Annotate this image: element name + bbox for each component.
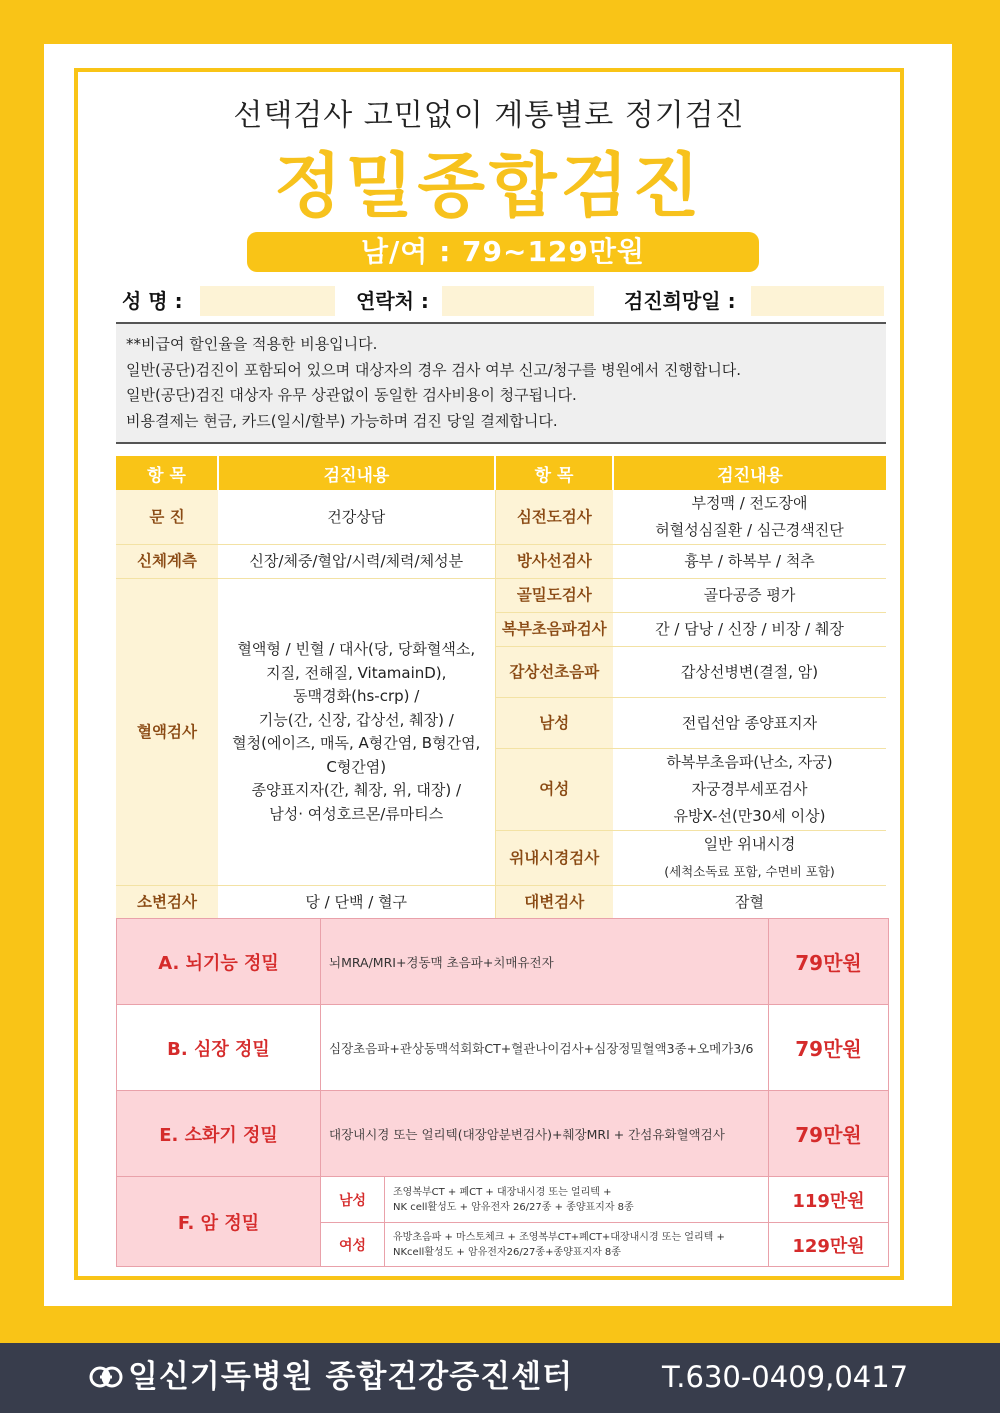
applicant-form <box>116 284 886 318</box>
item-content-line: 동맥경화(hs-crp) / <box>293 687 420 705</box>
item-category: 방사선검사 <box>495 545 613 579</box>
table-row <box>116 545 886 579</box>
date-field[interactable] <box>751 286 884 316</box>
package-table <box>116 918 889 1267</box>
item-category: 위내시경검사 <box>495 831 613 886</box>
package-description <box>385 1177 769 1223</box>
column-header: 항 목 <box>495 456 613 490</box>
item-content-line: 하복부초음파(난소, 자궁) <box>666 753 833 771</box>
item-content: 신장/체중/혈압/시력/체력/체성분 <box>218 545 495 579</box>
exam-items-table <box>116 456 886 920</box>
package-price: 119만원 <box>769 1177 889 1223</box>
item-content-line: 혈액형 / 빈혈 / 대사(당, 당화혈색소, <box>237 640 476 658</box>
item-content: 골다공증 평가 <box>613 579 886 613</box>
item-content <box>218 579 495 886</box>
item-content: 흉부 / 하복부 / 척추 <box>613 545 886 579</box>
item-content-line: (세척소독료 포함, 수면비 포함) <box>664 864 835 879</box>
item-content-line: 부정맥 / 전도장애 <box>691 494 808 512</box>
table-header-row <box>116 456 886 490</box>
date-label: 검진희망일 : <box>624 289 736 313</box>
item-category: 대변검사 <box>495 886 613 920</box>
notice-line: 비용결제는 현금, 카드(일시/할부) 가능하며 검진 당일 결제합니다. <box>126 411 558 430</box>
notice-line: 일반(공단)검진 대상자 유무 상관없이 동일한 검사비용이 청구됩니다. <box>126 386 577 404</box>
item-category: 갑상선초음파 <box>495 647 613 698</box>
subtitle: 선택검사 고민없이 계통별로 정기검진 <box>233 98 745 133</box>
item-content: 당 / 단백 / 혈구 <box>218 886 495 920</box>
notice-box <box>116 322 886 444</box>
package-description: 심장초음파+관상동맥석회화CT+혈관나이검사+심장정밀혈액3종+오메가3/6 <box>321 1005 769 1091</box>
item-content-line: 허혈성심질환 / 심근경색진단 <box>655 521 844 539</box>
item-content-line: 종양표지자(간, 췌장, 위, 대장) / <box>251 781 462 799</box>
package-description-line: NKcell활성도 + 암유전자26/27종+종양표지자 8종 <box>393 1246 621 1258</box>
table-row <box>116 579 886 613</box>
package-description: 대장내시경 또는 얼리텍(대장암분변검사)+췌장MRI + 간섬유화혈액검사 <box>321 1091 769 1177</box>
package-name: B. 심장 정밀 <box>117 1005 321 1091</box>
item-content: 간 / 담낭 / 신장 / 비장 / 췌장 <box>613 613 886 647</box>
hospital-logo-icon <box>88 1359 124 1395</box>
notice-line: **비급여 할인율을 적용한 비용입니다. <box>126 335 378 353</box>
package-name: A. 뇌기능 정밀 <box>117 919 321 1005</box>
column-header: 검진내용 <box>613 456 886 490</box>
item-content-line: 자궁경부세포검사 <box>691 780 808 798</box>
package-price: 79만원 <box>769 919 889 1005</box>
name-field[interactable] <box>200 286 335 316</box>
contact-field[interactable] <box>442 286 594 316</box>
table-row <box>116 490 886 545</box>
package-name: F. 암 정밀 <box>117 1177 321 1267</box>
package-description-line: 유방초음파 + 마스토체크 + 조영복부CT+폐CT+대장내시경 또는 얼리텍 + <box>393 1231 725 1243</box>
package-description: 뇌MRA/MRI+경동맥 초음파+치매유전자 <box>321 919 769 1005</box>
item-content-line: 남성· 여성호르몬/류마티스 <box>269 804 444 823</box>
page-title: 정밀종합검진 <box>274 145 704 227</box>
package-description-line: NK cell활성도 + 암유전자 26/27종 + 종양표지자 8종 <box>393 1201 634 1213</box>
package-description <box>385 1223 769 1267</box>
item-content-line: 일반 위내시경 <box>703 835 796 853</box>
hospital-name: 일신기독병원 종합건강증진센터 <box>128 1359 574 1395</box>
column-header: 항 목 <box>116 456 218 490</box>
item-content: 건강상담 <box>218 490 495 545</box>
item-category: 골밀도검사 <box>495 579 613 613</box>
gender-label-male: 남성 <box>321 1177 385 1223</box>
item-content: 잠혈 <box>613 886 886 920</box>
package-name: E. 소화기 정밀 <box>117 1091 321 1177</box>
notice-line: 일반(공단)검진이 포함되어 있으며 대상자의 경우 검사 여부 신고/청구를 병원에서 진행합니다. <box>126 360 742 379</box>
package-row <box>117 1091 889 1177</box>
price-banner: 남/여 : 79~129만원 <box>247 232 759 272</box>
item-category: 여성 <box>495 749 613 831</box>
package-price: 129만원 <box>769 1223 889 1267</box>
item-content-line: C형간염) <box>326 757 387 776</box>
item-content: 전립선암 종양표지자 <box>613 698 886 749</box>
package-row <box>117 1177 889 1223</box>
item-content-line: 혈청(에이즈, 매독, A형간염, B형간염, <box>232 734 481 752</box>
package-price: 79만원 <box>769 1091 889 1177</box>
item-content <box>613 749 886 831</box>
package-row <box>117 919 889 1005</box>
item-content-line: 기능(간, 신장, 갑상선, 췌장) / <box>258 710 454 729</box>
item-content-line: 지질, 전해질, VitamainD), <box>266 663 447 682</box>
package-price: 79만원 <box>769 1005 889 1091</box>
item-category: 복부초음파검사 <box>495 613 613 647</box>
package-row <box>117 1005 889 1091</box>
item-category: 남성 <box>495 698 613 749</box>
phone-number[interactable]: T.630-0409,0417 <box>662 1360 909 1394</box>
item-category: 혈액검사 <box>116 579 218 886</box>
flyer-frame <box>74 68 904 1280</box>
package-description-line: 조영복부CT + 폐CT + 대장내시경 또는 얼리텍 + <box>393 1186 612 1198</box>
item-category: 신체계측 <box>116 545 218 579</box>
item-content <box>613 831 886 886</box>
item-category: 심전도검사 <box>495 490 613 545</box>
item-category: 문 진 <box>116 490 218 545</box>
item-content <box>613 490 886 545</box>
name-label: 성 명 : <box>122 289 183 313</box>
item-content: 갑상선병변(결절, 암) <box>613 647 886 698</box>
item-content-line: 유방X-선(만30세 이상) <box>673 807 826 825</box>
contact-label: 연락처 : <box>356 289 429 313</box>
item-category: 소변검사 <box>116 886 218 920</box>
column-header: 검진내용 <box>218 456 495 490</box>
table-row <box>116 886 886 920</box>
footer-bar <box>0 1343 1000 1413</box>
gender-label-female: 여성 <box>321 1223 385 1267</box>
